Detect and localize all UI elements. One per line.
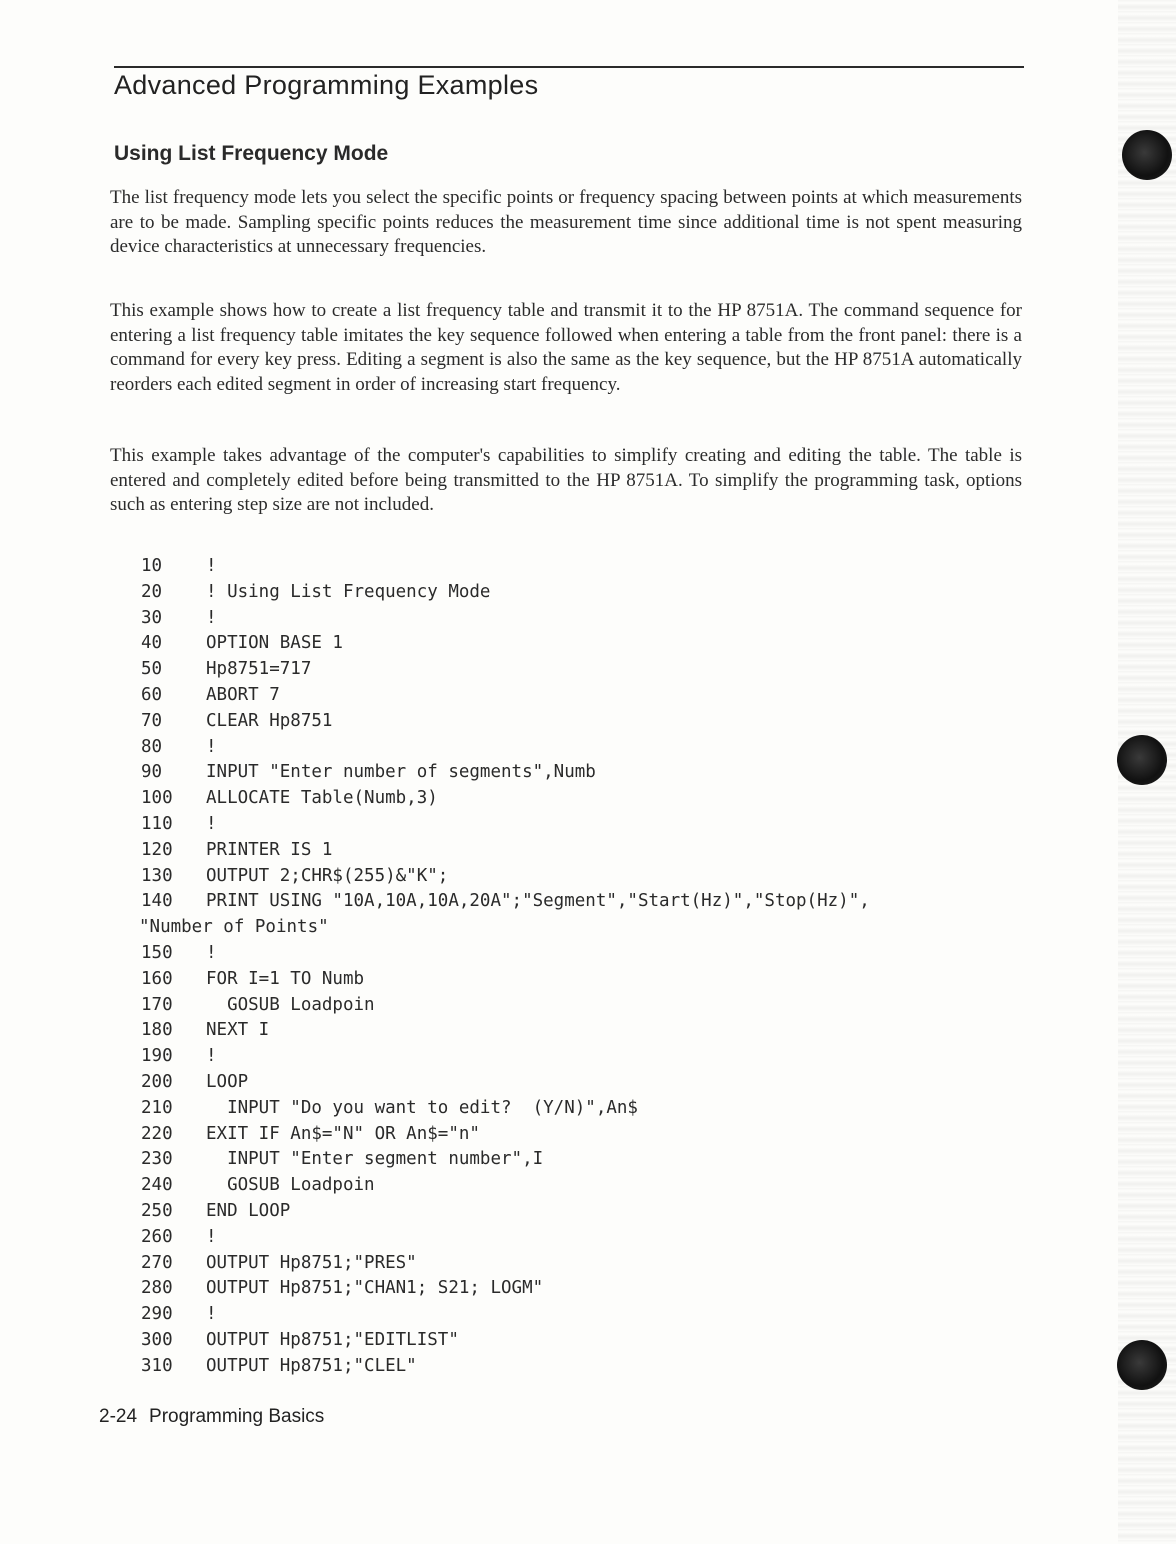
- code-line: [133, 786, 953, 812]
- section-title: Advanced Programming Examples: [114, 70, 539, 100]
- line-number: 270: [141, 1252, 173, 1273]
- binder-hole-top: [1122, 130, 1172, 180]
- code-line: [133, 631, 953, 657]
- code-statement: INPUT "Enter number of segments",Numb: [206, 762, 596, 783]
- code-statement: PRINT USING "10A,10A,10A,20A";"Segment","Start(Hz)","Stop(Hz)",: [206, 891, 870, 912]
- code-line: [133, 709, 953, 735]
- code-line: [133, 838, 953, 864]
- code-statement: !: [206, 1046, 217, 1067]
- code-statement: GOSUB Loadpoin: [206, 1175, 375, 1196]
- line-number: 150: [141, 942, 173, 963]
- paragraph-intro: The list frequency mode lets you select the specific points or frequency spacing between points at which measurements are to be made. Sampling specific points reduces the measurement time since additional time is not spent measuring device characteristics at unnecessary frequencies.: [110, 187, 1022, 257]
- line-number: 160: [141, 968, 173, 989]
- line-number: 70: [141, 710, 163, 731]
- line-number: 300: [141, 1329, 173, 1350]
- code-line: [133, 1096, 953, 1122]
- code-statement: !: [206, 607, 217, 628]
- line-number: 250: [141, 1200, 173, 1221]
- code-line: [133, 1251, 953, 1277]
- code-statement: ALLOCATE Table(Numb,3): [206, 788, 438, 809]
- code-line: [133, 1225, 953, 1251]
- code-statement: !: [206, 736, 217, 757]
- code-statement: LOOP: [206, 1071, 249, 1092]
- code-statement: Hp8751=717: [206, 659, 312, 680]
- line-number: 210: [141, 1097, 173, 1118]
- code-statement: OPTION BASE 1: [206, 633, 343, 654]
- line-number: 30: [141, 607, 163, 628]
- line-number: 190: [141, 1046, 173, 1067]
- code-line: [133, 606, 953, 632]
- line-number: 100: [141, 788, 173, 809]
- code-statement: END LOOP: [206, 1200, 291, 1221]
- code-statement: !: [206, 942, 217, 963]
- code-line: [133, 580, 953, 606]
- line-number: 220: [141, 1123, 173, 1144]
- line-number: 240: [141, 1175, 173, 1196]
- line-number: 120: [141, 839, 173, 860]
- code-statement: INPUT "Do you want to edit? (Y/N)",An$: [206, 1097, 638, 1118]
- code-statement: INPUT "Enter segment number",I: [206, 1149, 544, 1170]
- code-line: [133, 1328, 953, 1354]
- line-number: 110: [141, 813, 173, 834]
- code-statement: OUTPUT Hp8751;"CLEL": [206, 1355, 417, 1376]
- code-line: [133, 915, 953, 941]
- code-line: [133, 1199, 953, 1225]
- line-number: 130: [141, 865, 173, 886]
- code-statement: ! Using List Frequency Mode: [206, 581, 491, 602]
- code-line: [133, 1354, 953, 1380]
- binder-hole-bottom: [1117, 1340, 1167, 1390]
- line-number: 40: [141, 633, 163, 654]
- line-number: 200: [141, 1071, 173, 1092]
- binder-hole-middle: [1117, 735, 1167, 785]
- code-statement: OUTPUT Hp8751;"CHAN1; S21; LOGM": [206, 1278, 544, 1299]
- line-number: 20: [141, 581, 163, 602]
- code-line: [133, 1173, 953, 1199]
- code-line: [133, 1147, 953, 1173]
- paragraph-example: This example shows how to create a list frequency table and transmit it to the HP 8751A. The command sequence for entering a list frequency table imitates the key sequence followed when entering a table from the front panel: there is a command for every key press. Editing a segment is also the same as the key sequence, but the HP 8751A automatically reorders each edited segment in order of increasing start frequency.: [110, 300, 1022, 395]
- code-line: [133, 967, 953, 993]
- subsection-title: Using List Frequency Mode: [114, 142, 389, 165]
- line-number: 140: [141, 891, 173, 912]
- code-line: [133, 812, 953, 838]
- code-line: [133, 864, 953, 890]
- footer-chapter: Programming Basics: [149, 1406, 325, 1427]
- code-statement: PRINTER IS 1: [206, 839, 333, 860]
- code-statement: EXIT IF An$="N" OR An$="n": [206, 1123, 480, 1144]
- page-footer: [99, 1406, 324, 1428]
- code-statement: !: [206, 1304, 217, 1325]
- code-line: [133, 1302, 953, 1328]
- code-statement: FOR I=1 TO Numb: [206, 968, 365, 989]
- line-number: 170: [141, 994, 173, 1015]
- code-line: [133, 993, 953, 1019]
- footer-page-number: 2-24: [99, 1406, 138, 1427]
- code-statement: NEXT I: [206, 1020, 270, 1041]
- line-number: 90: [141, 762, 163, 783]
- line-number: 280: [141, 1278, 173, 1299]
- line-number: 50: [141, 659, 163, 680]
- paragraph-capabilities: This example takes advantage of the computer's capabilities to simplify creating and editing the table. The table is entered and completely edited before being transmitted to the HP 8751A. To simplify the programming task, options such as entering step size are not included.: [110, 445, 1022, 515]
- line-number: 260: [141, 1226, 173, 1247]
- line-number: 10: [141, 556, 163, 576]
- code-line: [133, 760, 953, 786]
- code-line: [133, 1070, 953, 1096]
- code-line: [133, 889, 953, 915]
- code-line: [133, 1122, 953, 1148]
- code-statement: "Number of Points": [139, 917, 329, 938]
- code-line: [133, 941, 953, 967]
- code-line: [133, 657, 953, 683]
- line-number: 60: [141, 684, 163, 705]
- code-line: [133, 554, 953, 580]
- code-line: [133, 1018, 953, 1044]
- code-line: [133, 683, 953, 709]
- code-statement: ABORT 7: [206, 684, 280, 705]
- code-line: [133, 1044, 953, 1070]
- code-statement: !: [206, 556, 217, 576]
- code-statement: OUTPUT Hp8751;"EDITLIST": [206, 1329, 459, 1350]
- header-rule: [114, 66, 1024, 68]
- code-statement: OUTPUT Hp8751;"PRES": [206, 1252, 417, 1273]
- line-number: 290: [141, 1304, 173, 1325]
- code-listing: [133, 554, 953, 1380]
- code-statement: !: [206, 1226, 217, 1247]
- line-number: 180: [141, 1020, 173, 1041]
- line-number: 230: [141, 1149, 173, 1170]
- code-statement: GOSUB Loadpoin: [206, 994, 375, 1015]
- code-line: [133, 1276, 953, 1302]
- code-statement: OUTPUT 2;CHR$(255)&"K";: [206, 865, 449, 886]
- code-statement: !: [206, 813, 217, 834]
- line-number: 310: [141, 1355, 173, 1376]
- code-line: [133, 735, 953, 761]
- line-number: 80: [141, 736, 163, 757]
- code-statement: CLEAR Hp8751: [206, 710, 333, 731]
